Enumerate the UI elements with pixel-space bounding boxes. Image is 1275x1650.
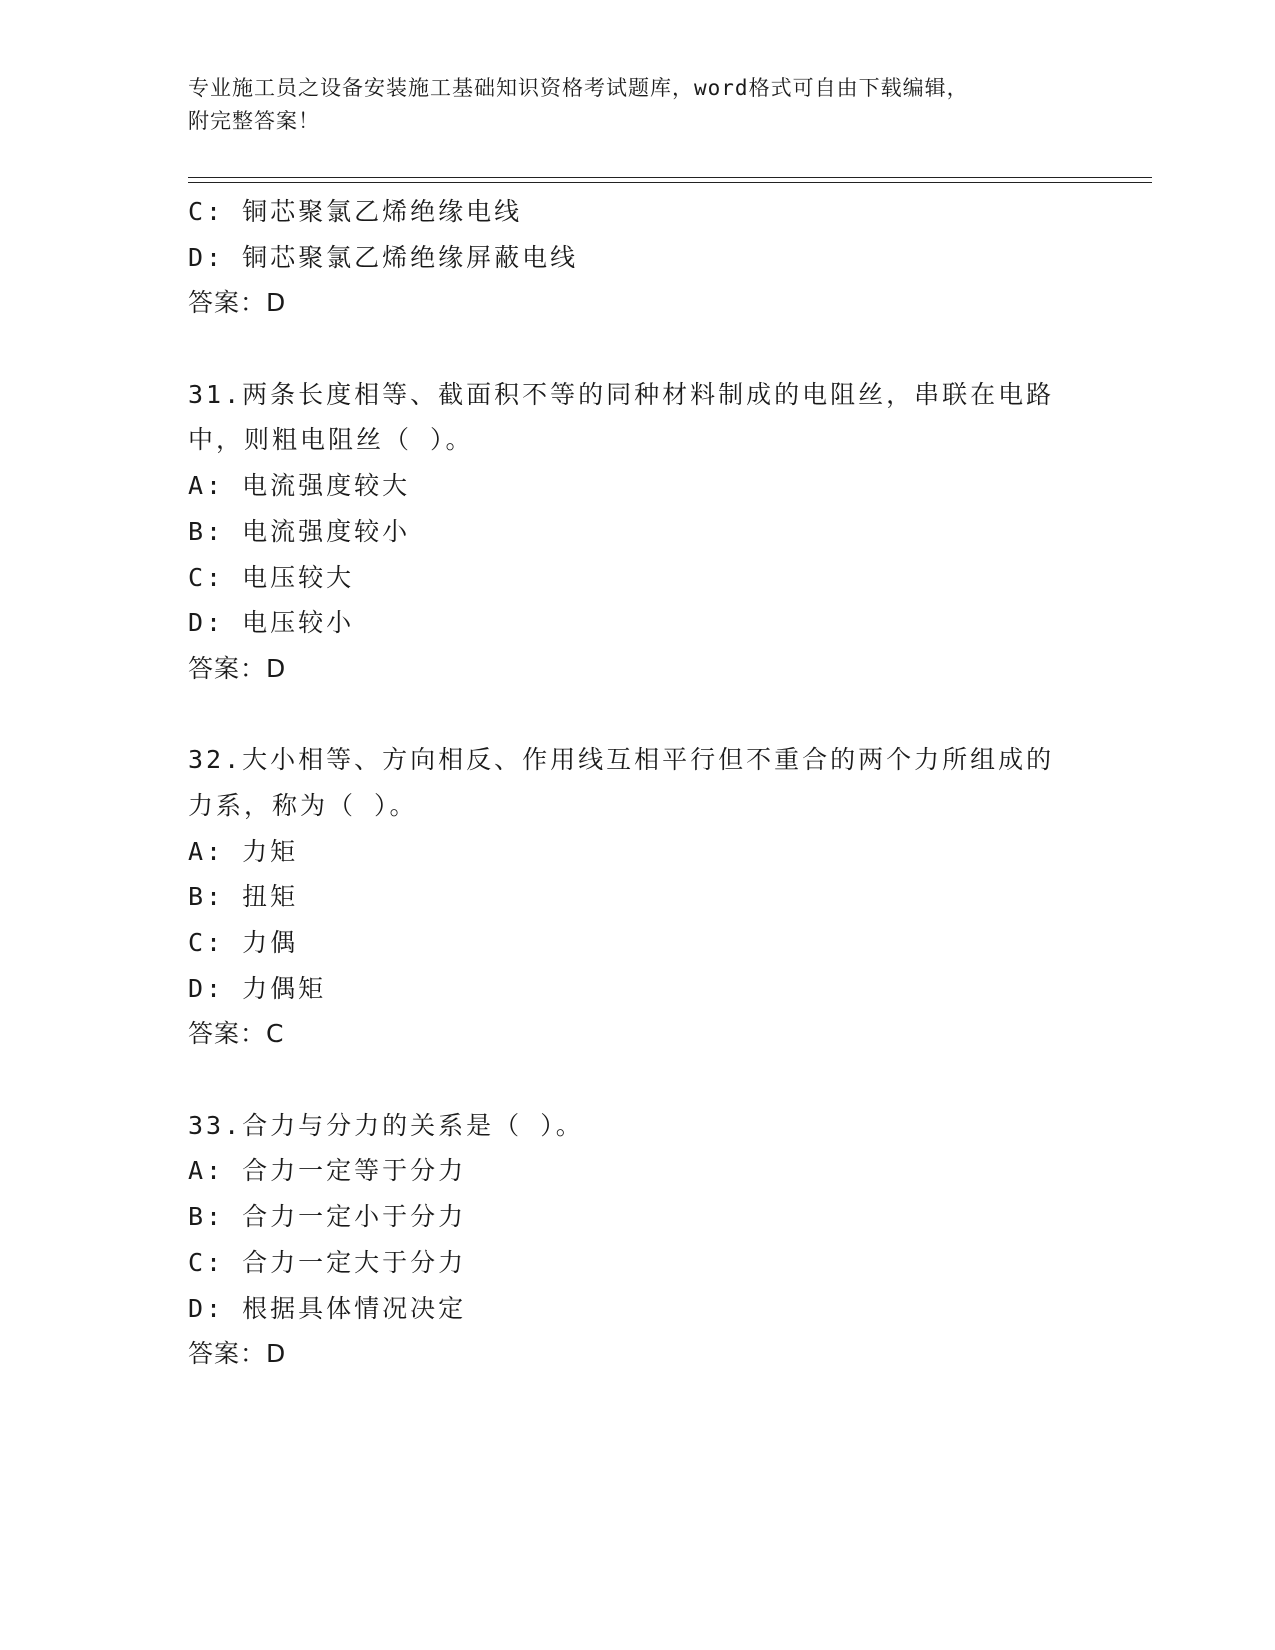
- option-d: D: 根据具体情况决定: [188, 1293, 467, 1323]
- question-text-line-2: 力系，称为（ ）。: [188, 790, 418, 820]
- option-d: D: 电压较小: [188, 608, 355, 638]
- question-list: [188, 189, 1088, 1377]
- option-c: C: 力偶: [188, 928, 299, 957]
- spacer: [188, 326, 1088, 372]
- option-b: B: 合力一定小于分力: [188, 1202, 467, 1232]
- answer-line: 答案：D: [188, 1339, 287, 1369]
- question-32: [188, 737, 1088, 1057]
- option-b: B: 扭矩: [188, 882, 299, 912]
- option-c: C: 电压较大: [188, 562, 355, 592]
- question-31: [188, 372, 1088, 692]
- question-text-line-2: 中，则粗电阻丝（ ）。: [188, 425, 474, 455]
- spacer: [188, 1057, 1088, 1103]
- option-c: C: 铜芯聚氯乙烯绝缘电线: [188, 197, 523, 226]
- option-a: A: 合力一定等于分力: [188, 1156, 467, 1186]
- header-line-1: 专业施工员之设备安装施工基础知识资格考试题库，word格式可自由下载编辑，: [188, 76, 969, 100]
- header-line-2: 附完整答案！: [188, 109, 320, 133]
- answer-line: 答案：D: [188, 288, 287, 318]
- option-d: D: 力偶矩: [188, 973, 327, 1003]
- option-d: D: 铜芯聚氯乙烯绝缘屏蔽电线: [188, 242, 579, 272]
- spacer: [188, 692, 1088, 738]
- header-divider-top: [188, 177, 1152, 178]
- option-c: C: 合力一定大于分力: [188, 1247, 467, 1277]
- option-b: B: 电流强度较小: [188, 516, 411, 546]
- document-header: [188, 72, 1088, 138]
- question-30-tail: [188, 189, 1088, 326]
- option-a: A: 电流强度较大: [188, 471, 411, 501]
- option-a: A: 力矩: [188, 836, 299, 866]
- header-divider-bottom: [188, 182, 1152, 183]
- answer-line: 答案：C: [188, 1019, 285, 1049]
- question-text-line-1: 33.合力与分力的关系是（ ）。: [188, 1110, 584, 1140]
- question-text-line-1: 32.大小相等、方向相反、作用线互相平行但不重合的两个力所组成的: [188, 745, 1055, 775]
- question-text-line-1: 31.两条长度相等、截面积不等的同种材料制成的电阻丝，串联在电路: [188, 379, 1055, 409]
- answer-line: 答案：D: [188, 653, 287, 683]
- question-33: [188, 1103, 1088, 1377]
